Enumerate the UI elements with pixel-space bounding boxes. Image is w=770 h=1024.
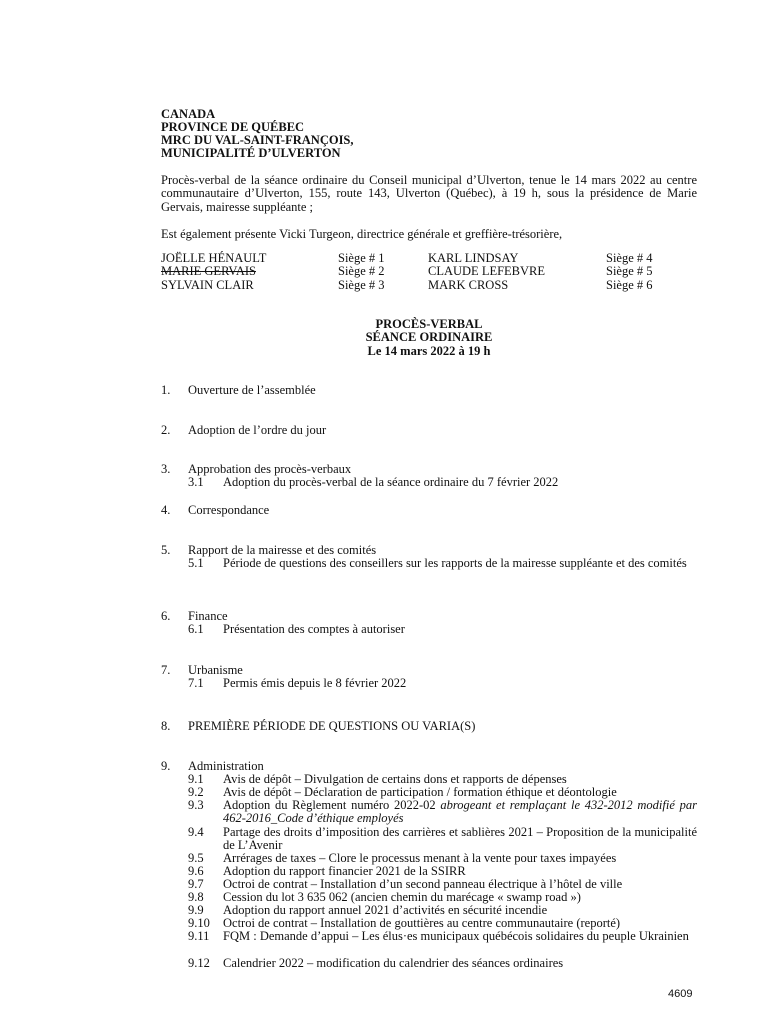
item-number: 7. [161,663,171,677]
subitem-number: 9.6 [188,864,204,878]
subitem-number: 9.4 [188,825,204,839]
roster-row [161,279,701,292]
subitem-number: 9.9 [188,903,204,917]
item-text: Urbanisme [188,663,243,677]
subitem-text: Adoption du procès-verbal de la séance ordinaire du 7 février 2022 [223,475,559,489]
subitem-text: Arrérages de taxes – Clore le processus menant à la vente pour taxes impayées [223,851,617,865]
header-province: PROVINCE DE QUÉBEC [161,120,305,134]
item-number: 1. [161,383,171,397]
subitem-text: FQM : Demande d’appui – Les élus·es municipaux québécois solidaires du peuple Ukrainien [223,929,689,943]
item-number: 2. [161,423,171,437]
member-seat: Siège # 6 [606,277,653,292]
item-number: 3. [161,462,171,476]
item-text: Adoption de l’ordre du jour [188,423,327,437]
header-mrc: MRC DU VAL-SAINT-FRANÇOIS, [161,133,354,147]
subitem-number: 9.8 [188,890,204,904]
item-text: Administration [188,759,264,773]
subitem-number: 3.1 [188,475,204,489]
minutes-title [161,318,697,358]
subitem-italic-text: abrogeant et remplaçant le 432-2012 modifié par 462-2016_Code d’éthique employés [223,798,697,826]
intro-paragraph: Procès-verbal de la séance ordinaire du Conseil municipal d’Ulverton, tenue le 14 mars 2022 au centre communautaire d’Ulverton, 155, route 143, Ulverton (Québec), à 19 h, sous la présidence de Marie Gervais, mairesse suppléante ; [161,173,697,214]
subitem-number: 9.1 [188,772,204,786]
subitem-text: Adoption du rapport annuel 2021 d’activités en sécurité incendie [223,903,548,917]
subitem-text: Cession du lot 3 635 062 (ancien chemin du marécage « swamp road ») [223,890,581,904]
subitem-text: Octroi de contrat – Installation d’un second panneau électrique à l’hôtel de ville [223,877,623,891]
member-name: JOËLLE HÉNAULT [161,251,267,265]
subitem-number: 9.12 [188,956,210,970]
item-number: 8. [161,719,171,733]
subitem-text: Adoption du rapport financier 2021 de la SSIRR [223,864,466,878]
item-text: PREMIÈRE PÉRIODE DE QUESTIONS OU VARIA(S) [188,719,476,733]
subitem-number: 9.3 [188,798,204,812]
item-number: 6. [161,609,171,623]
member-name: CLAUDE LEFEBVRE [428,264,546,279]
subitem-text: Présentation des comptes à autoriser [223,622,405,636]
subitem-number: 7.1 [188,676,204,690]
member-name: KARL LINDSAY [428,251,519,265]
subitem-number: 9.7 [188,877,204,891]
member-name-struck: MARIE GERVAIS [161,264,256,279]
subitem-number: 9.11 [188,929,210,943]
item-text: Finance [188,609,228,623]
member-seat: Siège # 2 [338,264,385,279]
council-roster [161,252,701,292]
subitem-text: Octroi de contrat – Installation de gouttières au centre communautaire (reporté) [223,916,621,930]
item-text: Rapport de la mairesse et des comités [188,543,377,557]
page-number: 4609 [668,988,693,1000]
subitem-main-text: Adoption du Règlement numéro 2022-02 [223,798,436,812]
roster-row [161,265,701,278]
subitem-text: Période de questions des conseillers sur les rapports de la mairesse suppléante et des comités [223,556,687,570]
title-date: Le 14 mars 2022 à 19 h [367,343,491,358]
also-present-paragraph: Est également présente Vicki Turgeon, directrice générale et greffière-trésorière, [161,227,563,241]
title-line: SÉANCE ORDINAIRE [365,330,493,345]
subitem-text: Permis émis depuis le 8 février 2022 [223,676,407,690]
subitem-text: Avis de dépôt – Divulgation de certains dons et rapports de dépenses [223,772,567,786]
member-seat: Siège # 3 [338,277,385,292]
item-number: 4. [161,503,171,517]
subitem-text [223,799,697,825]
item-text: Approbation des procès-verbaux [188,462,352,476]
subitem-number: 5.1 [188,556,204,570]
member-seat: Siège # 4 [606,251,653,265]
subitem-text: Partage des droits d’imposition des carrières et sablières 2021 – Proposition de la municipalité de L’Avenir [223,825,697,853]
item-number: 5. [161,543,171,557]
document-header [161,108,354,160]
header-country: CANADA [161,107,216,121]
title-line: PROCÈS-VERBAL [375,317,483,331]
subitem-number: 9.10 [188,916,210,930]
member-name: MARK CROSS [428,277,509,292]
item-number: 9. [161,759,171,773]
roster-row [161,252,701,265]
subitem-number: 9.2 [188,785,204,799]
member-name: SYLVAIN CLAIR [161,277,254,292]
header-municipality: MUNICIPALITÉ D’ULVERTON [161,146,341,160]
subitem-text: Avis de dépôt – Déclaration de participation / formation éthique et déontologie [223,785,617,799]
member-seat: Siège # 5 [606,264,653,279]
subitem-number: 6.1 [188,622,204,636]
member-seat: Siège # 1 [338,251,385,265]
item-text: Ouverture de l’assemblée [188,383,316,397]
item-text: Correspondance [188,503,270,517]
subitem-text: Calendrier 2022 – modification du calendrier des séances ordinaires [223,956,564,970]
subitem-number: 9.5 [188,851,204,865]
